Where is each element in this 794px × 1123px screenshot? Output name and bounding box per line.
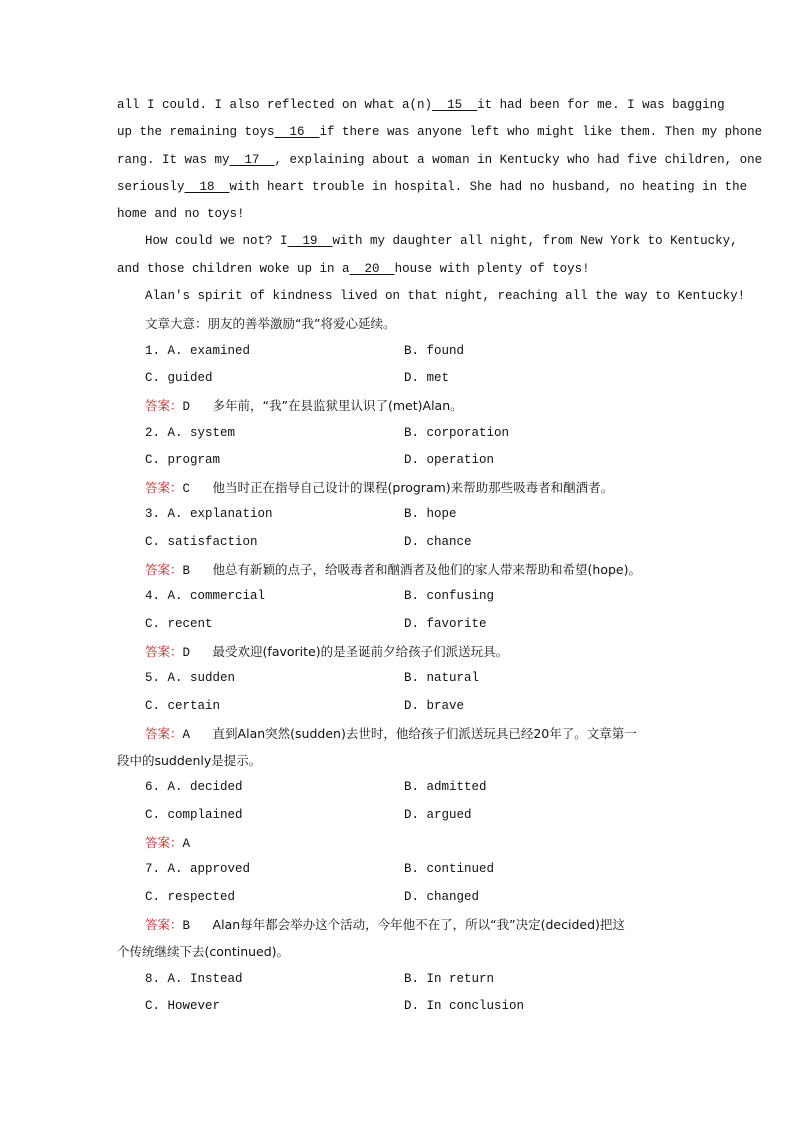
- option-d: D. In conclusion: [404, 998, 525, 1013]
- option-a: 8. A. Instead: [145, 971, 243, 986]
- answer-explanation: 多年前，“我”在县监狱里认识了(met)Alan。: [212, 398, 463, 414]
- passage-line: home and no toys!: [117, 207, 245, 222]
- answer-line: [117, 556, 677, 583]
- answer-letter: A: [182, 727, 191, 742]
- question-options-row: [117, 529, 677, 556]
- answer-explanation: 他总有新颖的点子，给吸毒者和酗酒者及他们的家人带来帮助和希望(hope)。: [212, 562, 641, 578]
- blank-18: 18: [184, 179, 230, 194]
- option-d: D. met: [404, 370, 450, 385]
- question-options-row: [117, 365, 677, 392]
- option-d: D. brave: [404, 698, 465, 713]
- option-b: B. natural: [404, 671, 480, 686]
- question-options-row: [117, 993, 677, 1020]
- option-c: C. However: [145, 998, 221, 1013]
- answer-letter: B: [182, 564, 191, 579]
- answer-label: 答案：: [145, 562, 183, 578]
- option-b: B. corporation: [404, 425, 510, 440]
- option-a: 6. A. decided: [145, 780, 243, 795]
- answer-letter: D: [182, 400, 191, 415]
- option-d: D. operation: [404, 452, 495, 467]
- question-options-row: [117, 966, 677, 993]
- blank-19: 19: [287, 234, 333, 249]
- option-b: B. admitted: [404, 780, 487, 795]
- passage-line: up the remaining toys 16 if there was anyone left who might like them. Then my phone: [117, 125, 763, 140]
- question-options-row: [117, 611, 677, 638]
- blank-17: 17: [229, 152, 275, 167]
- option-b: B. hope: [404, 507, 457, 522]
- document-page: [117, 92, 763, 1020]
- option-b: B. continued: [404, 862, 495, 877]
- summary-line: 文章大意：朋友的善举激励“我”将爱心延续。: [145, 316, 396, 332]
- answer-line: [117, 720, 677, 747]
- answer-line: [117, 829, 677, 856]
- answer-letter: A: [182, 837, 191, 852]
- option-a: 2. A. system: [145, 425, 236, 440]
- question-options-row: [117, 774, 677, 801]
- question-options-row: [117, 447, 677, 474]
- answer-line: [117, 392, 677, 419]
- answer-line: [117, 911, 677, 938]
- option-b: B. found: [404, 343, 465, 358]
- answer-label: 答案：: [145, 725, 183, 741]
- passage-line: seriously 18 with heart trouble in hospital. She had no husband, no heating in the: [117, 179, 748, 194]
- passage-line: and those children woke up in a 20 house with plenty of toys!: [117, 261, 590, 276]
- option-d: D. chance: [404, 534, 472, 549]
- option-d: D. changed: [404, 889, 480, 904]
- option-a: 1. A. examined: [145, 343, 251, 358]
- option-c: C. respected: [145, 889, 236, 904]
- option-a: 5. A. sudden: [145, 671, 236, 686]
- answer-line: [117, 638, 677, 665]
- blank-15: 15: [432, 98, 478, 112]
- question-options-row: [117, 693, 677, 720]
- question-options-row: [117, 884, 677, 911]
- question-options-row: [117, 856, 677, 883]
- answer-explanation-continued: 段中的suddenly是提示。: [117, 753, 262, 769]
- question-options-row: [117, 338, 677, 365]
- answer-explanation: Alan每年都会举办这个活动，今年他不在了，所以“我”决定(decided)把这: [212, 916, 625, 932]
- option-b: B. confusing: [404, 589, 495, 604]
- passage-line: Alan's spirit of kindness lived on that night, reaching all the way to Kentucky!: [145, 289, 746, 304]
- question-options-row: [117, 802, 677, 829]
- question-options-row: [117, 583, 677, 610]
- answer-explanation: 直到Alan突然(sudden)去世时，他给孩子们派送玩具已经20年了。文章第一: [212, 725, 637, 741]
- option-c: C. satisfaction: [145, 534, 258, 549]
- passage-line: all I could. I also reflected on what a(n) 15 it had been for me. I was bagging: [117, 98, 725, 112]
- option-c: C. program: [145, 452, 221, 467]
- blank-16: 16: [274, 125, 320, 140]
- passage-line: rang. It was my 17 , explaining about a woman in Kentucky who had five children, one: [117, 152, 763, 167]
- answer-letter: C: [182, 482, 191, 497]
- question-options-row: [117, 501, 677, 528]
- option-d: D. argued: [404, 807, 472, 822]
- answer-label: 答案：: [145, 398, 183, 414]
- answer-explanation: 他当时正在指导自己设计的课程(program)来帮助那些吸毒者和酗酒者。: [212, 480, 614, 496]
- option-c: C. recent: [145, 616, 213, 631]
- answer-letter: B: [182, 918, 191, 933]
- answer-label: 答案：: [145, 480, 183, 496]
- option-c: C. guided: [145, 370, 213, 385]
- option-a: 4. A. commercial: [145, 589, 266, 604]
- option-a: 3. A. explanation: [145, 507, 273, 522]
- option-c: C. complained: [145, 807, 243, 822]
- answer-letter: D: [182, 645, 191, 660]
- blank-20: 20: [349, 261, 395, 276]
- option-a: 7. A. approved: [145, 862, 251, 877]
- option-b: B. In return: [404, 971, 495, 986]
- answer-label: 答案：: [145, 835, 183, 851]
- option-d: D. favorite: [404, 616, 487, 631]
- answer-label: 答案：: [145, 643, 183, 659]
- question-options-row: [117, 665, 677, 692]
- question-options-row: [117, 420, 677, 447]
- passage-line: How could we not? I 19 with my daughter all night, from New York to Kentucky,: [145, 234, 738, 249]
- answer-line: [117, 474, 677, 501]
- option-c: C. certain: [145, 698, 221, 713]
- answer-label: 答案：: [145, 916, 183, 932]
- answer-explanation-continued: 个传统继续下去(continued)。: [117, 944, 290, 960]
- answer-explanation: 最受欢迎(favorite)的是圣诞前夕给孩子们派送玩具。: [212, 643, 509, 659]
